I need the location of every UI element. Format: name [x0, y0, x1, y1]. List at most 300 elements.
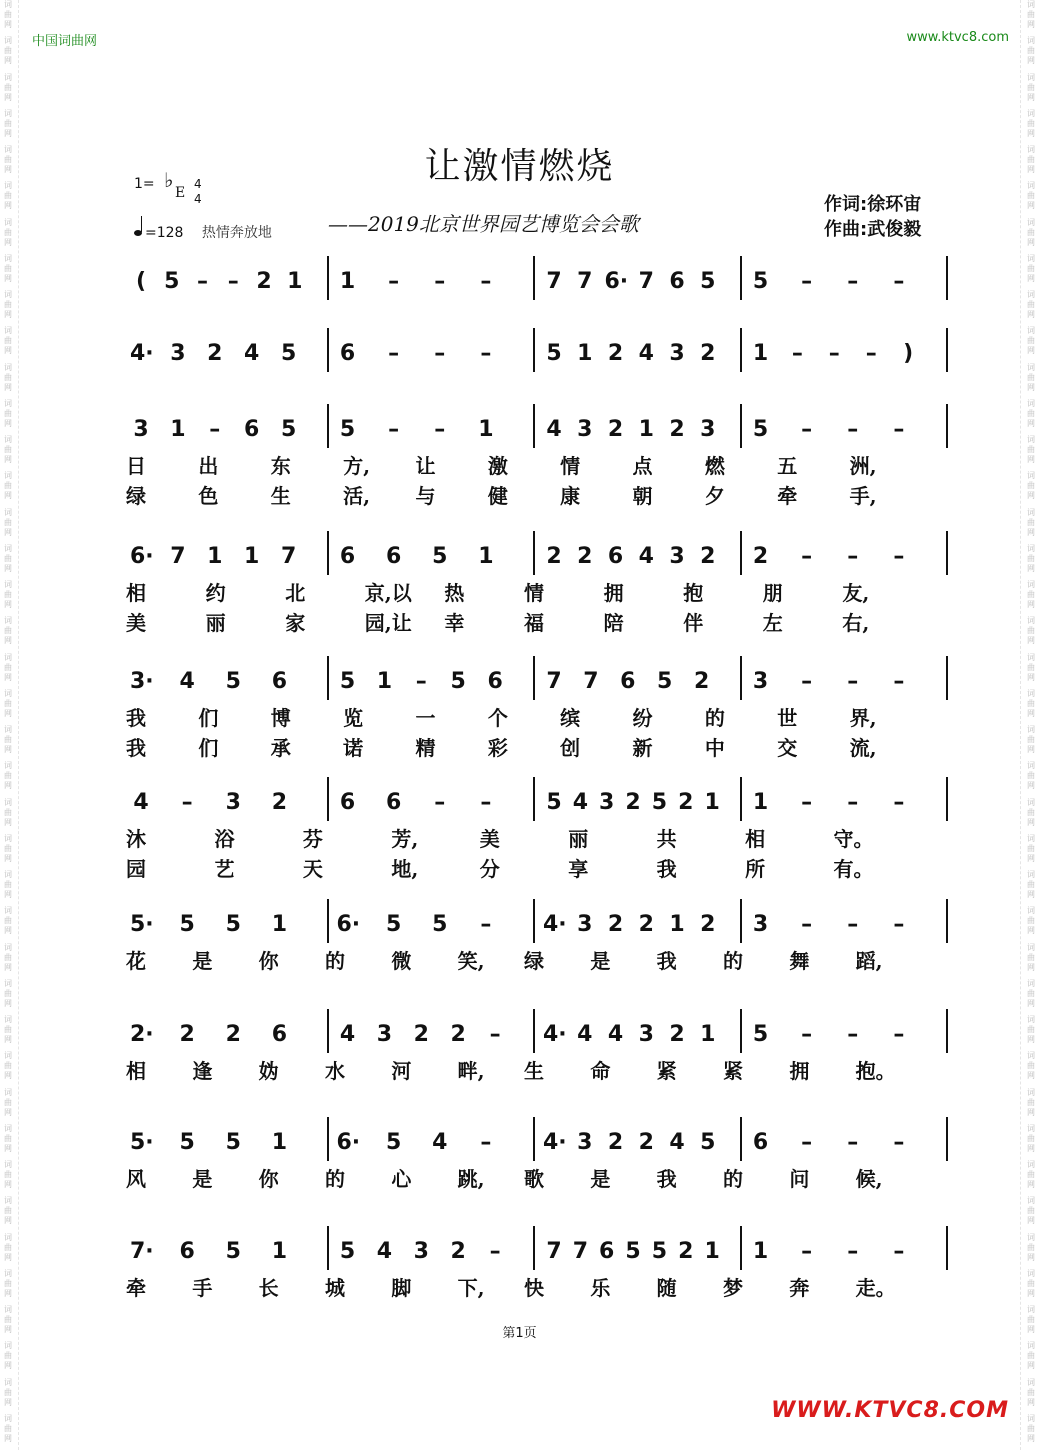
- note: 4: [572, 790, 588, 815]
- watermark-char: 曲: [1027, 1025, 1035, 1034]
- note: 4: [133, 790, 149, 815]
- bar-line: [740, 656, 742, 700]
- lyric-syllable: 我: [126, 736, 146, 760]
- watermark-char: 词: [4, 761, 12, 771]
- bar-line: [533, 899, 535, 943]
- watermark-char: 网: [1027, 1433, 1035, 1443]
- watermark-char: 曲: [1027, 1170, 1035, 1179]
- note: 5: [625, 1239, 641, 1264]
- bar-line: [740, 1117, 742, 1161]
- note: 6: [385, 790, 402, 815]
- watermark-char: 网: [4, 1252, 12, 1262]
- bar-line: [327, 1226, 329, 1270]
- bar-line: [533, 1226, 535, 1270]
- note: 5: [752, 269, 769, 294]
- dash-extension: –: [847, 269, 859, 294]
- lyric-syllable: 紧: [656, 1059, 677, 1083]
- watermark-char: 词: [1027, 108, 1035, 118]
- lyric-syllable: 河: [391, 1059, 412, 1083]
- expression-mark: 热情奔放地: [201, 225, 272, 241]
- lyric-syllable: 的: [723, 1167, 743, 1191]
- watermark-char: 曲: [4, 300, 12, 309]
- lyric-syllable: 丽: [568, 827, 589, 851]
- watermark-char: 曲: [4, 1351, 12, 1361]
- watermark-char: 曲: [4, 662, 12, 672]
- watermark-char: 词: [1027, 833, 1035, 843]
- watermark-char: 曲: [1027, 1423, 1035, 1433]
- watermark-char: 词: [4, 1413, 12, 1423]
- watermark-char: 网: [4, 201, 12, 211]
- watermark-char: 曲: [1027, 1315, 1035, 1324]
- note: 6: [752, 1130, 769, 1155]
- note: 3: [599, 790, 615, 815]
- watermark-char: 网: [1027, 56, 1035, 66]
- bar-line: [533, 777, 535, 821]
- watermark-char: 曲: [1027, 626, 1035, 636]
- note: 7: [546, 669, 562, 694]
- lyric-syllable: 夕: [704, 484, 725, 508]
- note: 7: [577, 269, 593, 294]
- lyric-syllable: 情: [524, 581, 544, 605]
- note: 1: [700, 1022, 716, 1047]
- watermark-char: 词: [4, 580, 12, 589]
- watermark-char: 曲: [4, 1387, 12, 1397]
- lyric-syllable: 的: [723, 949, 743, 973]
- lyric-syllable: 水: [325, 1059, 345, 1083]
- watermark-char: 词: [4, 435, 12, 444]
- watermark-char: 网: [1027, 1288, 1035, 1298]
- bar-line: [740, 404, 742, 448]
- dash-extension: –: [480, 912, 492, 937]
- watermark-char: 曲: [1027, 590, 1035, 599]
- lyric-syllable: 方,: [343, 454, 371, 478]
- watermark-char: 网: [4, 1216, 12, 1226]
- note: 2: [625, 790, 641, 815]
- note: 7: [583, 669, 599, 694]
- watermark-char: 曲: [1027, 263, 1035, 273]
- key-letter: E: [175, 185, 186, 201]
- watermark-char: 词: [4, 145, 12, 154]
- watermark-char: 网: [1027, 491, 1035, 501]
- dash-extension: –: [847, 417, 859, 442]
- lyric-syllable: 流,: [849, 736, 877, 760]
- watermark-char: 网: [1027, 1361, 1035, 1371]
- dash-extension: –: [893, 912, 905, 937]
- watermark-char: 网: [1027, 20, 1035, 29]
- bracket: (: [135, 269, 147, 294]
- lyric-syllable: 所: [745, 857, 766, 881]
- note: 2: [450, 1239, 466, 1264]
- watermark-char: 网: [4, 128, 12, 138]
- watermark-char: 网: [1027, 745, 1035, 754]
- watermark-char: 网: [4, 1143, 12, 1153]
- watermark-char: 词: [4, 290, 12, 299]
- bar-line: [533, 256, 535, 300]
- bar-line: [327, 1009, 329, 1053]
- note: 3: [413, 1239, 429, 1264]
- lyric-syllable: 是: [192, 1167, 213, 1191]
- note: 5: [651, 1239, 668, 1264]
- note: 2: [638, 1130, 654, 1155]
- dash-extension: –: [801, 269, 813, 294]
- watermark-char: 词: [4, 978, 12, 988]
- watermark-char: 曲: [4, 517, 12, 527]
- watermark-char: 词: [4, 688, 12, 698]
- lyric-syllable: 是: [590, 949, 611, 973]
- watermark-char: 网: [4, 600, 12, 609]
- note: 3: [638, 1022, 654, 1047]
- watermark-char: 曲: [1027, 1206, 1035, 1216]
- note: 2: [669, 417, 685, 442]
- note: 1: [478, 544, 494, 569]
- lyric-syllable: 约: [205, 581, 226, 605]
- note: 2: [207, 341, 223, 366]
- note: 6: [339, 790, 356, 815]
- dash-extension: –: [434, 341, 446, 366]
- watermark-char: 曲: [4, 1315, 12, 1324]
- bar-line: [946, 256, 948, 300]
- watermark-char: 曲: [4, 590, 12, 599]
- note: 6: [607, 544, 624, 569]
- lyric-syllable: 相: [126, 581, 146, 605]
- note: 5: [280, 417, 297, 442]
- note: 5: [225, 912, 241, 937]
- note: 6: [271, 1022, 288, 1047]
- lyric-syllable: 抱: [683, 581, 704, 605]
- tempo-value: =128: [145, 225, 184, 241]
- watermark-char: 网: [4, 56, 12, 66]
- watermark-char: 曲: [4, 1423, 12, 1433]
- lyric-syllable: 左: [762, 611, 783, 635]
- watermark-char: 词: [1027, 978, 1035, 988]
- watermark-char: 网: [1027, 1071, 1035, 1081]
- note: 2: [225, 1022, 241, 1047]
- note: 5: [385, 1130, 402, 1155]
- lyric-syllable: 舞: [789, 949, 810, 973]
- lyric-syllable: 家: [285, 611, 306, 635]
- dash-extension: –: [893, 1022, 905, 1047]
- watermark-char: 网: [4, 636, 12, 646]
- note: 2: [256, 269, 272, 294]
- note: 5: [179, 1130, 195, 1155]
- watermark-char: 曲: [4, 445, 12, 454]
- watermark-char: 网: [1027, 708, 1035, 718]
- dash-extension: –: [893, 790, 905, 815]
- watermark-char: 网: [4, 1071, 12, 1081]
- lyric-syllable: 是: [192, 949, 213, 973]
- watermark-char: 网: [1027, 165, 1035, 174]
- bar-line: [946, 1226, 948, 1270]
- bar-line: [946, 1117, 948, 1161]
- watermark-char: 词: [4, 1123, 12, 1133]
- watermark-char: 曲: [4, 336, 12, 346]
- watermark-char: 曲: [1027, 336, 1035, 346]
- watermark-char: 词: [1027, 471, 1035, 481]
- watermark-char: 曲: [1027, 880, 1035, 889]
- lyric-syllable: 歌: [524, 1167, 544, 1191]
- dash-extension: –: [388, 341, 400, 366]
- note: 4·: [543, 1022, 567, 1047]
- note: 2: [700, 544, 716, 569]
- lyric-syllable: 花: [126, 949, 146, 973]
- note: 1: [704, 1239, 720, 1264]
- lyric-syllable: 逢: [192, 1059, 213, 1083]
- bar-line: [327, 404, 329, 448]
- bar-line: [740, 899, 742, 943]
- lyric-syllable: 一: [415, 706, 436, 730]
- note: 6: [244, 417, 260, 442]
- note: 1: [704, 790, 720, 815]
- watermark-char: 网: [4, 346, 12, 356]
- lyric-syllable: 览: [343, 706, 364, 730]
- bar-line: [533, 531, 535, 575]
- note: 4·: [543, 912, 567, 937]
- watermark-char: 词: [4, 72, 12, 82]
- watermark-char: 词: [4, 1196, 12, 1206]
- watermark-char: 曲: [1027, 46, 1035, 56]
- watermark-char: 词: [4, 942, 12, 952]
- lyric-syllable: 微: [391, 949, 412, 973]
- watermark-char: 曲: [1027, 843, 1035, 853]
- note: 1: [478, 417, 494, 442]
- watermark-char: 曲: [4, 988, 12, 998]
- site-name-left: 中国词曲网: [32, 34, 98, 49]
- lyric-syllable: 界,: [849, 706, 877, 730]
- watermark-char: 词: [1027, 1305, 1035, 1314]
- watermark-char: 网: [1027, 237, 1035, 247]
- note: 2: [271, 790, 288, 815]
- note: 2: [693, 669, 710, 694]
- watermark-char: 网: [4, 237, 12, 247]
- watermark-char: 曲: [1027, 1351, 1035, 1361]
- watermark-char: 网: [1027, 346, 1035, 356]
- note: 2: [669, 1022, 685, 1047]
- watermark-char: 曲: [4, 46, 12, 56]
- bar-line: [327, 1117, 329, 1161]
- note: 4·: [130, 341, 154, 366]
- dash-extension: –: [847, 544, 859, 569]
- note: 2: [700, 341, 716, 366]
- note: 5: [225, 1239, 241, 1264]
- watermark-char: 曲: [4, 1170, 12, 1179]
- lyric-syllable: 梦: [723, 1276, 743, 1300]
- note: 5: [450, 669, 466, 694]
- lyric-syllable: 城: [325, 1276, 345, 1300]
- watermark-char: 网: [1027, 273, 1035, 283]
- note: 6: [179, 1239, 195, 1264]
- lyric-syllable: 热: [444, 581, 465, 605]
- note: 3: [669, 341, 685, 366]
- lyric-syllable: 脚: [391, 1276, 412, 1300]
- lyric-syllable: 芳,: [391, 827, 419, 851]
- watermark-char: 网: [1027, 382, 1035, 392]
- lyric-syllable: 朝: [632, 484, 653, 508]
- lyric-syllable: 候,: [855, 1167, 883, 1191]
- watermark-char: 词: [4, 398, 12, 408]
- note: 1: [752, 790, 769, 815]
- note: 6: [339, 544, 356, 569]
- lyric-syllable: 让: [415, 454, 436, 478]
- watermark-char: 词: [1027, 1196, 1035, 1206]
- watermark-char: 曲: [4, 191, 12, 201]
- watermark-char: 网: [1027, 128, 1035, 138]
- dash-extension: –: [489, 1022, 501, 1047]
- lyric-syllable: 抱。: [855, 1059, 896, 1083]
- lyric-syllable: 诺: [343, 736, 364, 760]
- watermark-char: 词: [1027, 1123, 1035, 1133]
- dash-extension: –: [893, 669, 905, 694]
- watermark-char: 曲: [1027, 662, 1035, 672]
- lyric-syllable: 康: [560, 484, 581, 508]
- dash-extension: –: [489, 1239, 501, 1264]
- watermark-char: 曲: [4, 880, 12, 889]
- watermark-char: 网: [1027, 527, 1035, 537]
- note: 5: [385, 912, 402, 937]
- watermark-char: 网: [4, 1361, 12, 1371]
- watermark-char: 网: [1027, 418, 1035, 428]
- watermark-char: 曲: [4, 735, 12, 744]
- lyric-syllable: 精: [415, 736, 436, 760]
- watermark-char: 曲: [4, 553, 12, 563]
- dash-extension: –: [434, 417, 446, 442]
- bracket: ): [903, 341, 914, 366]
- watermark-char: 网: [4, 273, 12, 283]
- note: 7: [572, 1239, 588, 1264]
- note: 7: [170, 544, 186, 569]
- lyric-syllable: 你: [258, 1167, 279, 1191]
- bar-line: [946, 656, 948, 700]
- lyric-syllable: 与: [415, 484, 436, 508]
- watermark-char: 曲: [4, 408, 12, 418]
- note: 3·: [130, 669, 154, 694]
- watermark-char: 词: [1027, 181, 1035, 191]
- watermark-char: 曲: [1027, 445, 1035, 454]
- lyric-syllable: 奔: [789, 1276, 810, 1300]
- watermark-char: 曲: [4, 10, 12, 19]
- watermark-char: 曲: [4, 1133, 12, 1143]
- watermark-char: 曲: [4, 698, 12, 708]
- watermark-char: 词: [1027, 1015, 1035, 1024]
- lyric-syllable: 创: [560, 736, 581, 760]
- bar-line: [740, 531, 742, 575]
- dash-extension: –: [828, 341, 840, 366]
- watermark-char: 网: [1027, 890, 1035, 899]
- watermark-char: 词: [4, 833, 12, 843]
- watermark-char: 曲: [1027, 771, 1035, 781]
- watermark-char: 词: [1027, 616, 1035, 626]
- dash-extension: –: [801, 544, 813, 569]
- lyric-syllable: 活,: [343, 484, 371, 508]
- lyric-syllable: 绿: [524, 949, 544, 973]
- lyric-syllable: 幸: [444, 611, 465, 635]
- dash-extension: –: [847, 790, 859, 815]
- lyric-syllable: 新: [632, 736, 653, 760]
- watermark-char: 曲: [4, 1206, 12, 1216]
- page-number: 第1页: [502, 1326, 537, 1341]
- watermark-char: 曲: [1027, 372, 1035, 382]
- dash-extension: –: [801, 1239, 813, 1264]
- note: 1: [170, 417, 186, 442]
- lyric-syllable: 艺: [214, 857, 235, 881]
- watermark-char: 曲: [1027, 807, 1035, 817]
- watermark-char: 曲: [1027, 952, 1035, 962]
- watermark-char: 曲: [4, 626, 12, 636]
- lyric-syllable: 地,: [391, 857, 419, 881]
- lyric-syllable: 健: [487, 484, 508, 508]
- watermark-char: 曲: [4, 481, 12, 491]
- watermark-char: 网: [4, 20, 12, 29]
- dash-extension: –: [801, 417, 813, 442]
- note: 4: [638, 341, 654, 366]
- watermark-char: 词: [1027, 36, 1035, 46]
- lyric-syllable: 手: [192, 1276, 213, 1300]
- note: 5: [546, 790, 562, 815]
- note: 5: [546, 341, 562, 366]
- lyric-syllable: 生: [524, 1059, 544, 1083]
- watermark-char: 曲: [4, 916, 12, 926]
- lyric-syllable: 我: [126, 706, 146, 730]
- watermark-char: 网: [1027, 926, 1035, 936]
- note: 1: [244, 544, 260, 569]
- note: 4: [244, 341, 260, 366]
- bar-line: [327, 531, 329, 575]
- watermark-char: 词: [4, 217, 12, 227]
- note: 3: [133, 417, 149, 442]
- dash-extension: –: [847, 669, 859, 694]
- watermark-char: 曲: [1027, 698, 1035, 708]
- watermark-char: 网: [1027, 1216, 1035, 1226]
- lyric-syllable: 紧: [723, 1059, 743, 1083]
- watermark-char: 网: [4, 1288, 12, 1298]
- note: 2: [413, 1022, 429, 1047]
- watermark-char: 曲: [1027, 553, 1035, 563]
- watermark-char: 词: [1027, 761, 1035, 771]
- note: 2: [577, 544, 593, 569]
- dash-extension: –: [893, 544, 905, 569]
- dash-extension: –: [801, 1022, 813, 1047]
- watermark-char: 网: [1027, 853, 1035, 863]
- note: 3: [577, 1130, 593, 1155]
- dash-extension: –: [893, 417, 905, 442]
- watermark-char: 词: [4, 1377, 12, 1387]
- watermark-char: 曲: [1027, 227, 1035, 237]
- note: 3: [752, 912, 769, 937]
- dash-extension: –: [480, 341, 492, 366]
- lyric-syllable: 心: [391, 1167, 412, 1191]
- lyric-syllable: 交: [777, 736, 798, 760]
- watermark-char: 网: [1027, 92, 1035, 102]
- watermark-char: 词: [4, 906, 12, 916]
- note: 7: [546, 1239, 562, 1264]
- note: 3: [170, 341, 186, 366]
- note: 5: [164, 269, 180, 294]
- watermark-char: 网: [4, 962, 12, 972]
- bar-line: [740, 328, 742, 372]
- watermark-char: 曲: [1027, 118, 1035, 128]
- note: 3: [700, 417, 716, 442]
- watermark-char: 网: [4, 92, 12, 102]
- watermark-char: 曲: [4, 1025, 12, 1034]
- note: 6·: [130, 544, 154, 569]
- watermark-char: 词: [1027, 543, 1035, 553]
- watermark-char: 词: [1027, 0, 1035, 9]
- watermark-char: 网: [1027, 201, 1035, 211]
- note: 1: [271, 1130, 288, 1155]
- dash-extension: –: [847, 1022, 859, 1047]
- note: 4: [179, 669, 195, 694]
- watermark-char: 词: [1027, 362, 1035, 372]
- watermark-char: 网: [4, 1107, 12, 1117]
